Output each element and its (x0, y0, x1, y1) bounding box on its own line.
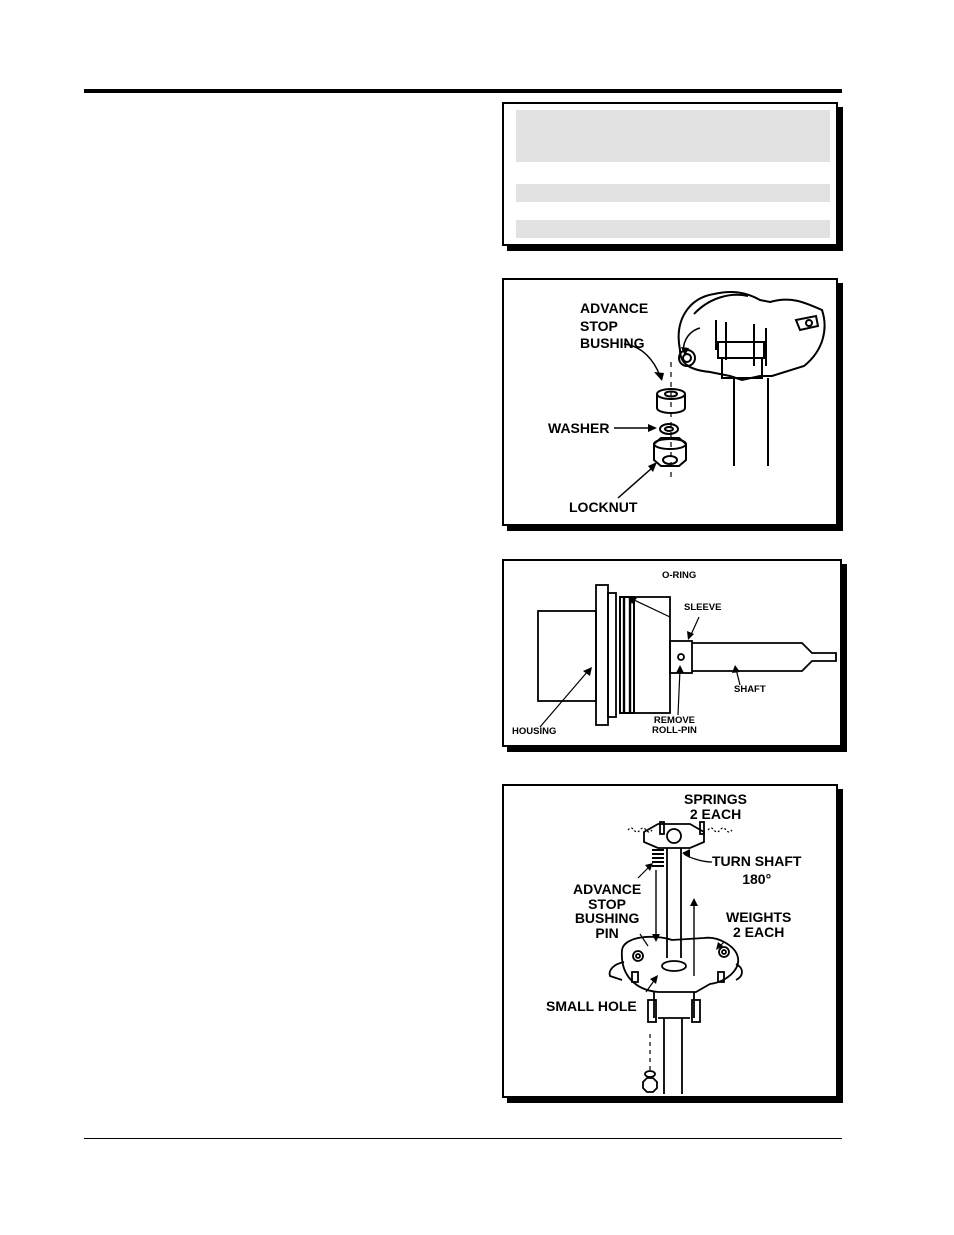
figure-housing-shaft (502, 559, 842, 747)
advance-stop-bushing-pin-label: ADVANCE STOP BUSHING PIN (573, 881, 642, 942)
weights-label: WEIGHTS 2 EACH (726, 909, 792, 940)
housing-label: HOUSING (512, 726, 557, 737)
remove-roll-pin-label: REMOVE ROLL-PIN (652, 715, 697, 736)
figure-1-drawing (504, 280, 838, 526)
turn-shaft-label: TURN SHAFT 180° (712, 853, 802, 887)
notice-band (516, 110, 830, 162)
figure-advance-stop-bushing (502, 278, 838, 526)
locknut-label: LOCKNUT (569, 499, 638, 515)
advance-stop-bushing-label: ADVANCE STOP BUSHING (580, 300, 649, 352)
figure-3-drawing (504, 786, 838, 1098)
o-ring-label: O-RING (662, 570, 697, 581)
figure-springs-weights (502, 784, 838, 1098)
notice-band (516, 220, 830, 238)
notice-band (516, 184, 830, 202)
sleeve-label: SLEEVE (684, 602, 722, 613)
washer-label: WASHER (548, 420, 610, 436)
shaft-label: SHAFT (734, 684, 766, 695)
springs-label: SPRINGS 2 EACH (684, 791, 748, 822)
small-hole-label: SMALL HOLE (546, 998, 637, 1014)
notice-box (502, 102, 838, 246)
footer-rule (84, 1138, 842, 1139)
header-rule (84, 89, 842, 93)
